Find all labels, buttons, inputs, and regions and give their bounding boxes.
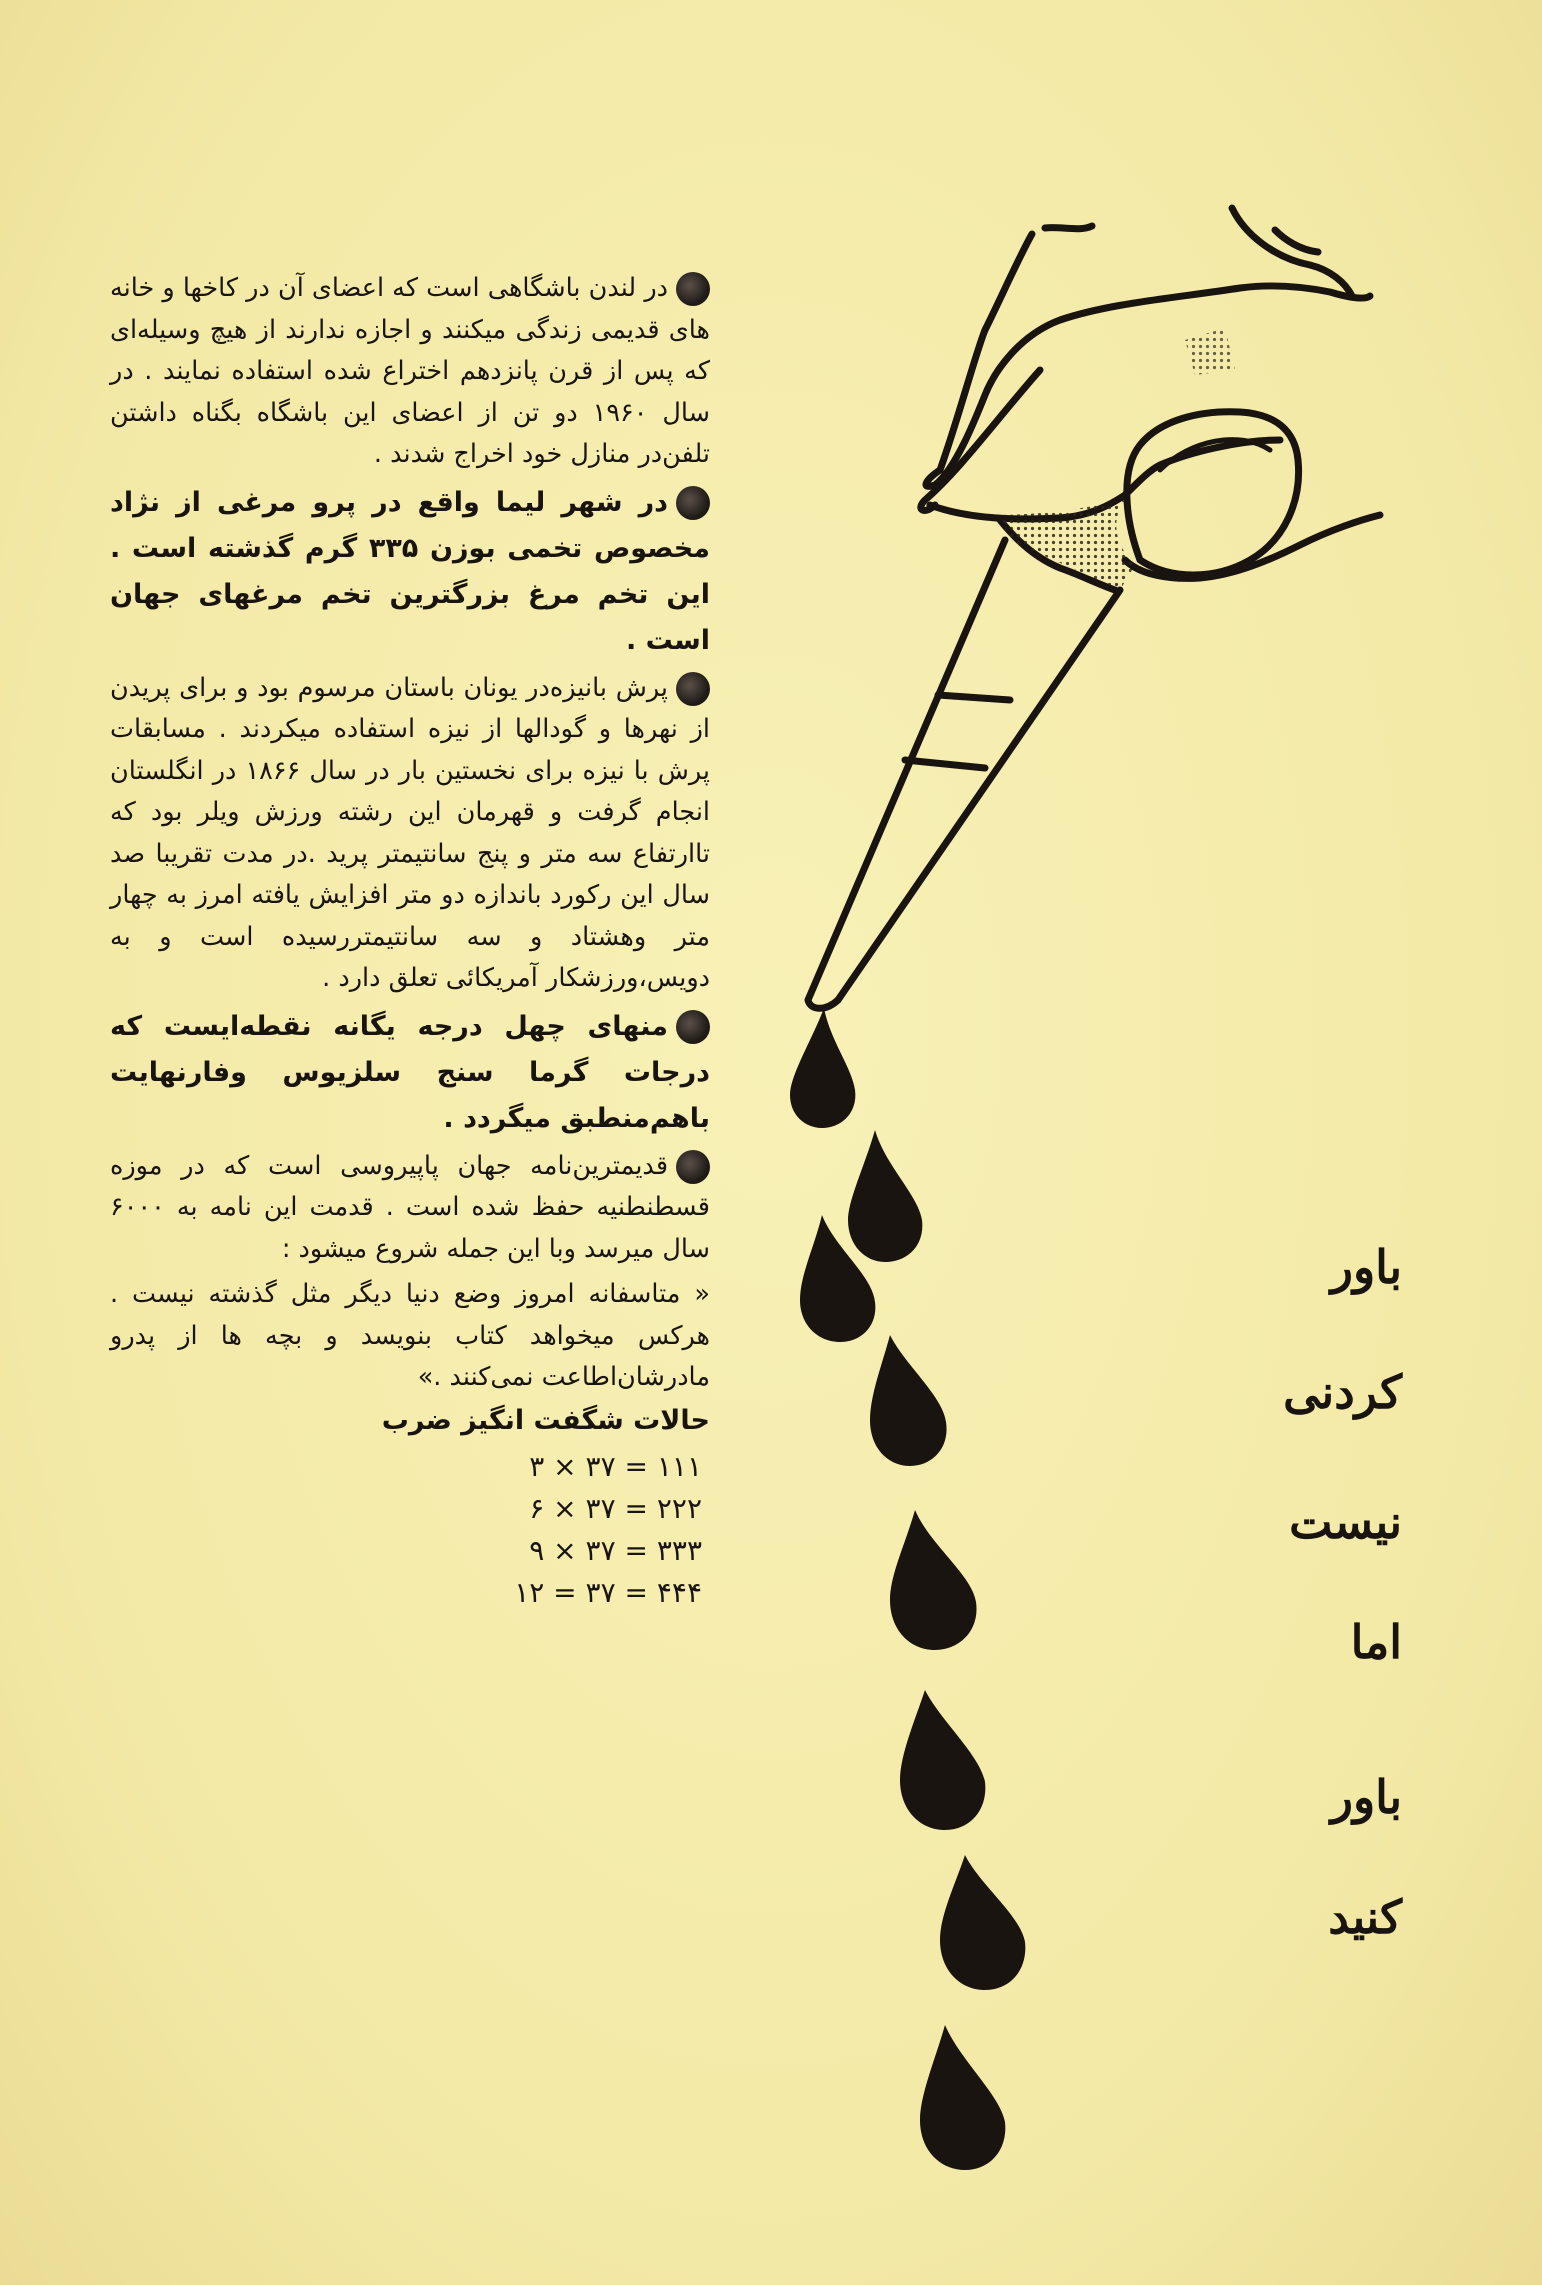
line: از نژاد مخصوص تخمی بوزن ۳۳۵ گرم	[110, 486, 710, 564]
line: از اعضای این باشگاه بگناه داشتن تلفن‌در	[110, 397, 710, 469]
fact-paragraph-4	[110, 1004, 710, 1142]
line: که پس از قرن پانزدهم اختراع شده	[323, 356, 710, 386]
equation: ۳۳۳ = ۳۷ × ۹	[529, 1533, 702, 1567]
bullet-icon	[676, 1010, 710, 1044]
line: گذشته نیست . هرکس میخواهد کتاب	[110, 1279, 710, 1351]
line: سانتیمتررسیده است و به دویس،ورزشکار	[110, 921, 710, 993]
line: در لندن باشگاهی است که اعضای	[311, 273, 668, 303]
line: منهای چهل درجه یگانه نقطه‌ایست	[163, 1010, 668, 1042]
equation: ۲۲۲ = ۳۷ × ۶	[529, 1491, 702, 1525]
title-word: باور	[1330, 1240, 1402, 1294]
papyrus-quote	[110, 1274, 710, 1399]
line: نیزه استفاده میکردند . مسابقات پرش	[110, 714, 711, 786]
line: نمی‌کنند .»	[417, 1362, 534, 1392]
line: این جمله شروع میشود :	[281, 1233, 541, 1264]
bullet-icon	[676, 672, 710, 706]
line: استفاده نمایند . در سال ۱۹۶۰ دو تن	[110, 356, 710, 428]
line: مرغهای جهان است .	[110, 578, 710, 656]
fact-paragraph-1	[110, 268, 710, 476]
article-column	[110, 268, 710, 1614]
line: میکنند و اجازه ندارند از هیچ وسیله‌ای	[110, 314, 507, 345]
title-word: اما	[1350, 1615, 1402, 1669]
line: گذشته است . این تخم مرغ بزرگترین تخم	[110, 532, 711, 610]
title-word: کردنی	[1283, 1365, 1402, 1419]
bullet-icon	[676, 272, 710, 306]
line: قدمت این نامه به ۶۰۰۰ سال میرسد وبا	[110, 1192, 710, 1264]
line: باهم‌منطبق میگردد .	[443, 1102, 710, 1134]
line: منازل خود اخراج شدند .	[373, 439, 631, 469]
line: در شهر لیما واقع در پرو مرغی	[217, 486, 668, 518]
equation: ۱۱۱ = ۳۷ × ۳	[529, 1449, 702, 1483]
fact-paragraph-2	[110, 480, 710, 664]
line: آمریکائی تعلق دارد .	[322, 963, 538, 993]
line: آن در کاخها و خانه های قدیمی زندگی	[110, 273, 710, 345]
equation: ۴۴۴ = ۳۷ = ۱۲	[514, 1575, 702, 1609]
line: پرش بانیزه‌در یونان باستان مرسوم	[297, 672, 668, 703]
title-word: کنید	[1328, 1890, 1402, 1944]
line: بنویسد و بچه ها از پدرو مادرشان‌اطاعت	[110, 1320, 710, 1392]
line: « متاسفانه امروز وضع دنیا دیگر مثل	[290, 1279, 710, 1309]
line: یافته امرز به چهار متر وهشتاد و سه	[110, 880, 710, 952]
title-word: نیست	[1289, 1495, 1402, 1549]
title-word: باور	[1330, 1770, 1402, 1824]
ink-drops	[790, 1008, 1025, 2170]
line: در انگلستان انجام گرفت و قهرمان این	[110, 755, 711, 827]
line: بود و برای پریدن از نهرها و گودالها از	[110, 672, 710, 744]
line: که درجات گرما سنج سلزیوس وفارنهایت	[110, 1010, 710, 1088]
line: سال این رکورد باندازه دو متر افزایش	[308, 880, 711, 910]
line: که در موزه قسطنطنیه حفظ شده است .	[110, 1150, 710, 1222]
line: و پنج سانتیمتر پرید .در مدت تقریبا صد	[110, 838, 531, 869]
fact-paragraph-5	[110, 1146, 710, 1271]
line: رشته ورزش ویلر بود که تاارتفاع سه متر	[110, 797, 711, 869]
bullet-icon	[676, 1150, 710, 1184]
line: قدیمترین‌نامه جهان پاپیروسی است	[267, 1150, 669, 1181]
math-heading: حالات شگفت انگیز ضرب	[381, 1404, 710, 1436]
bullet-icon	[676, 486, 710, 520]
fact-paragraph-3	[110, 668, 710, 1000]
line: با نیزه برای نخستین بار در سال ۱۸۶۶	[245, 755, 649, 786]
